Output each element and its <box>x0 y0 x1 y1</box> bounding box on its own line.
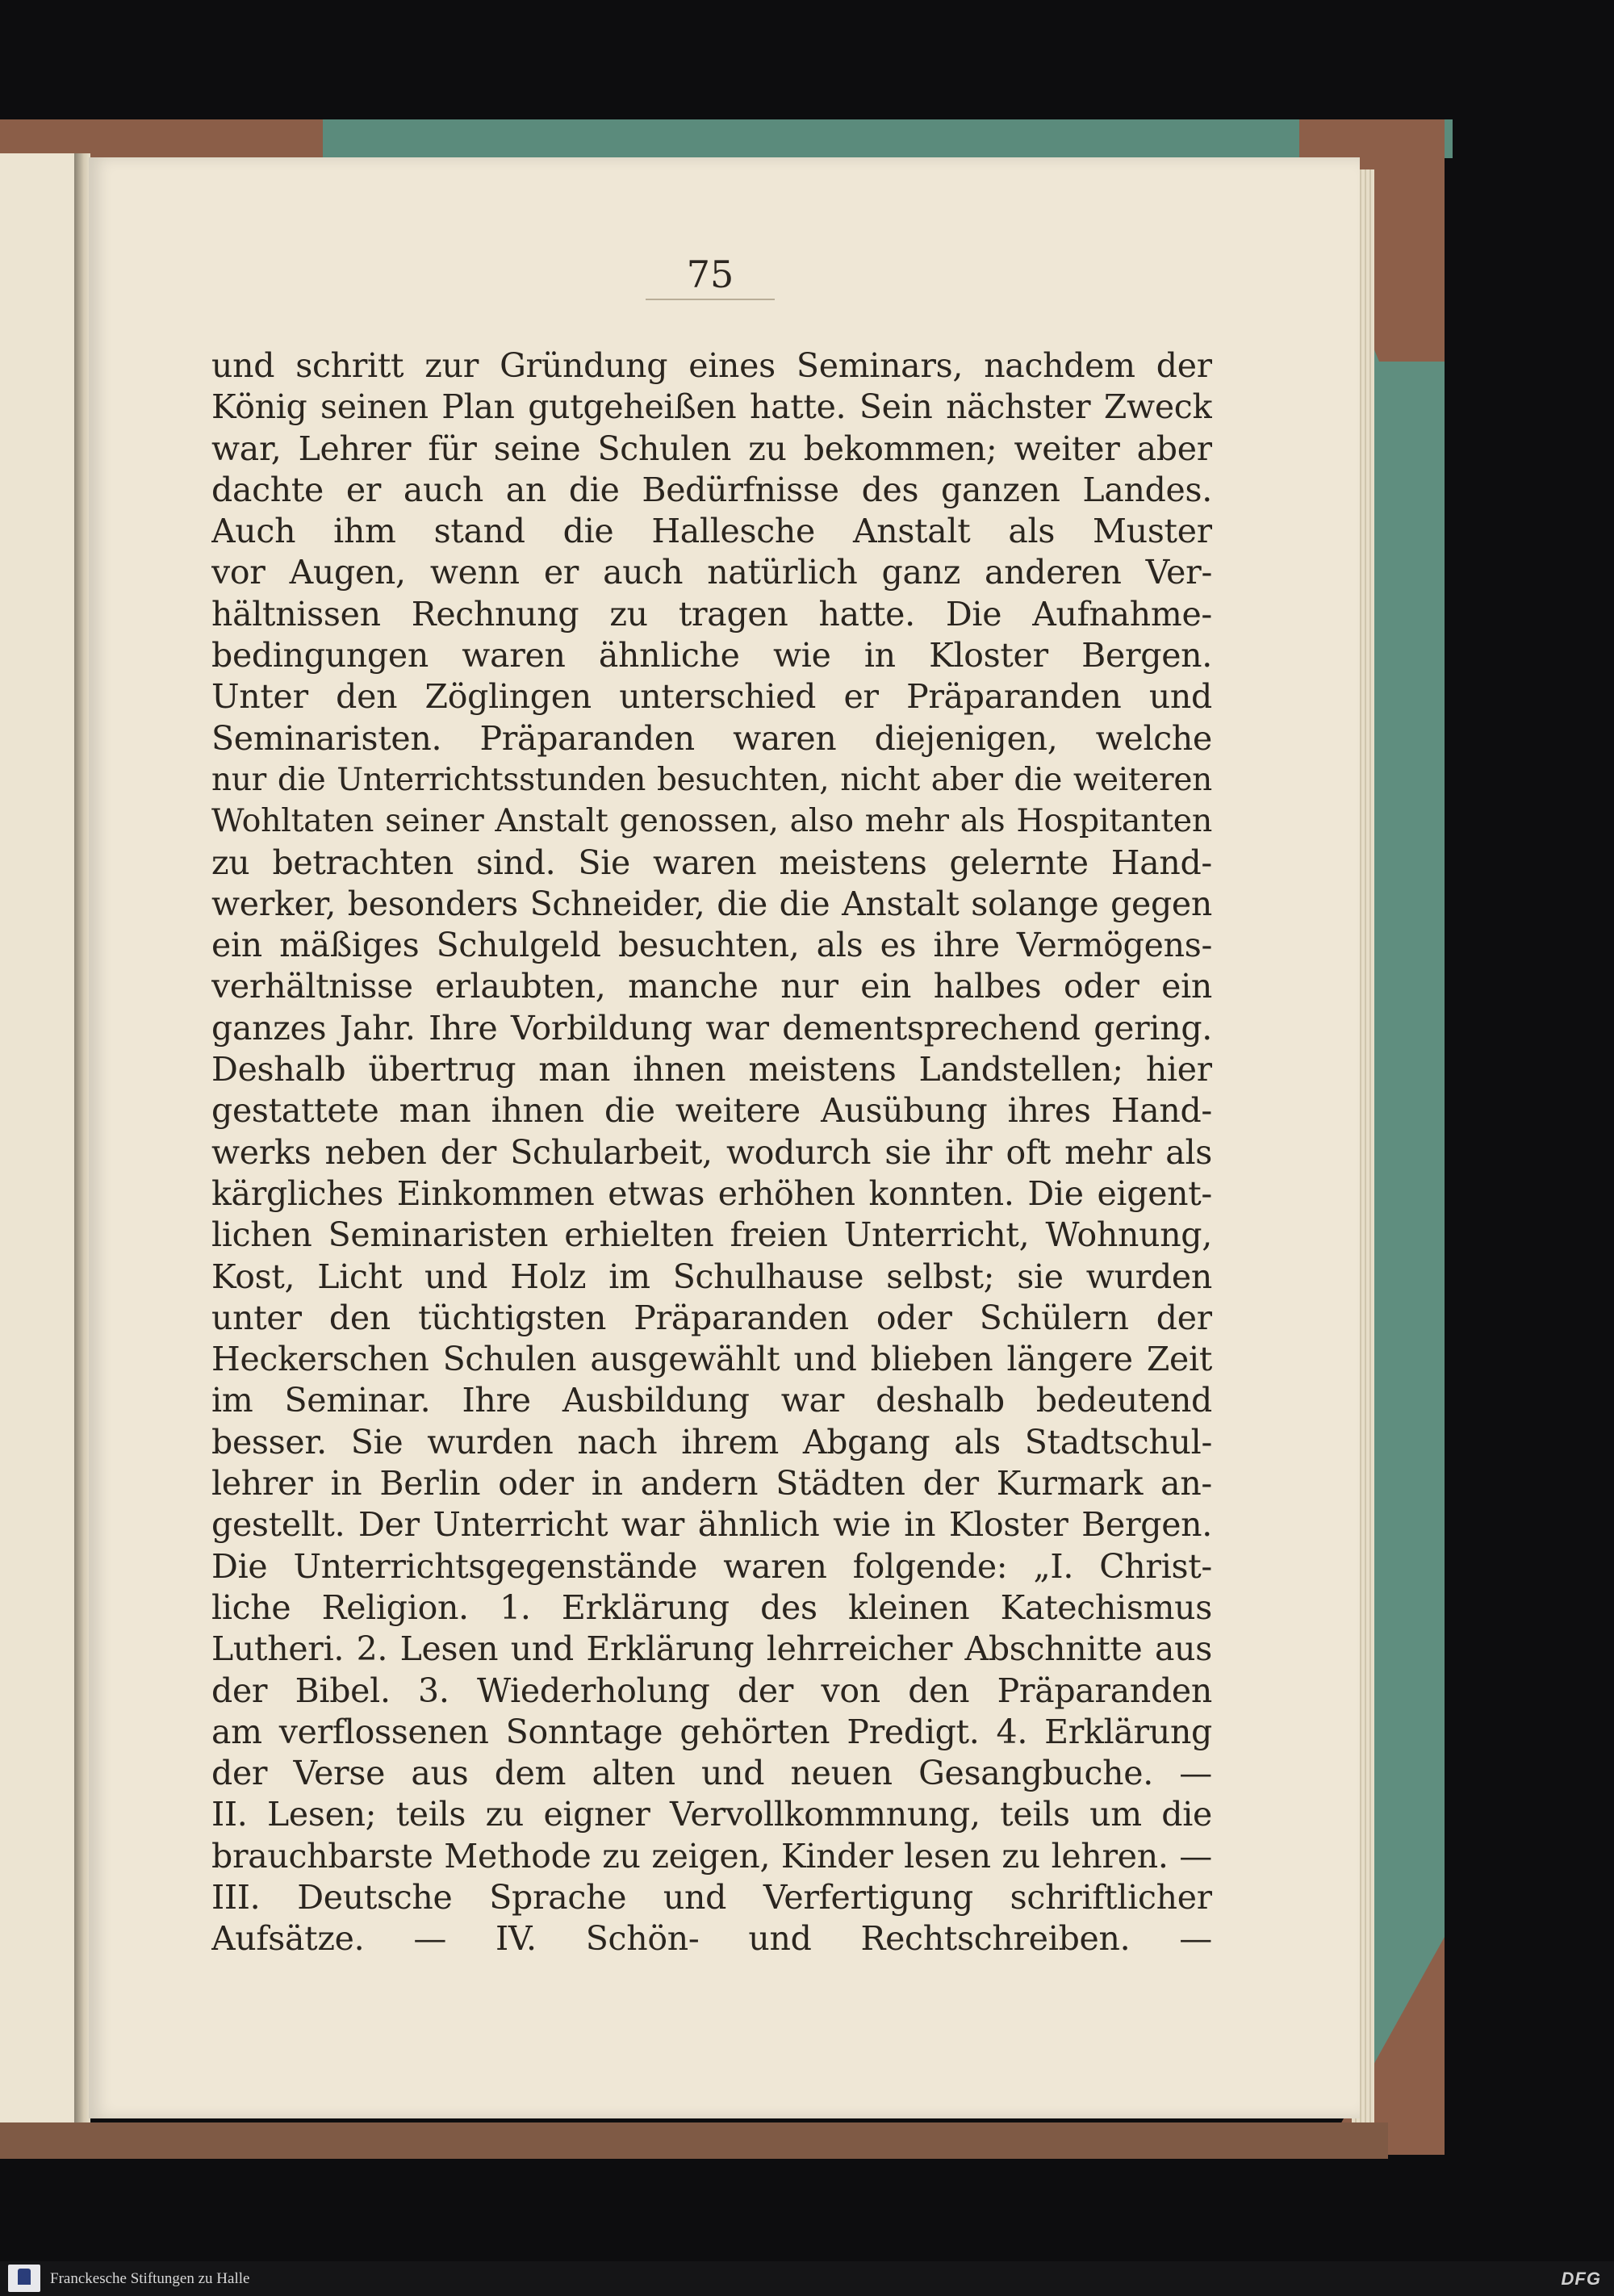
text-line: Aufsätze. — IV. Schön- und Rechtschreiben. — <box>211 1919 1212 1959</box>
book-cover-bottom <box>0 2122 1388 2159</box>
text-line: Wohltaten seiner Anstalt genossen, also mehr als Hospitanten <box>211 802 1212 840</box>
text-line: ein mäßiges Schulgeld besuchten, als es ihre Vermögens- <box>211 926 1212 965</box>
book-cover-right <box>1364 121 1445 2155</box>
text-line: der Verse aus dem alten und neuen Gesangbuche. — <box>211 1754 1212 1793</box>
text-line: werker, besonders Schneider, die die Anstalt solange gegen <box>211 884 1212 923</box>
text-line: lichen Seminaristen erhielten freien Unterricht, Wohnung, <box>211 1215 1212 1255</box>
page-text <box>211 345 1212 1960</box>
text-line: nur die Unterrichtsstunden besuchten, nicht aber die weiteren <box>211 761 1212 798</box>
text-line: ganzes Jahr. Ihre Vorbildung war dementsprechend gering. <box>211 1008 1212 1048</box>
text-line: kärgliches Einkommen etwas erhöhen konnten. Die eigent- <box>211 1173 1212 1213</box>
text-line: war, Lehrer für seine Schulen zu bekommen; weiter aber <box>211 429 1212 468</box>
institution-name[interactable]: Franckesche Stiftungen zu Halle <box>50 2270 250 2287</box>
text-line: hältnissen Rechnung zu tragen hatte. Die Aufnahme- <box>211 594 1212 634</box>
institution-logo-icon <box>8 2265 40 2292</box>
text-line: vor Augen, wenn er auch natürlich ganz anderen Ver- <box>211 553 1212 592</box>
text-line: Kost, Licht und Holz im Schulhause selbst; sie wurden <box>211 1257 1212 1296</box>
text-line: lehrer in Berlin oder in andern Städten der Kurmark an- <box>211 1464 1212 1503</box>
left-page-edge <box>0 153 77 2122</box>
text-line: Deshalb übertrug man ihnen meistens Landstellen; hier <box>211 1050 1212 1089</box>
text-line: brauchbarste Methode zu zeigen, Kinder lesen zu lehren. — <box>211 1836 1212 1876</box>
book-spine-top <box>0 119 323 158</box>
text-line: liche Religion. 1. Erklärung des kleinen Katechismus <box>211 1587 1212 1627</box>
text-line: Lutheri. 2. Lesen und Erklärung lehrreicher Abschnitte aus <box>211 1629 1212 1669</box>
text-line: verhältnisse erlaubten, manche nur ein halbes oder ein <box>211 967 1212 1006</box>
text-line: gestellt. Der Unterricht war ähnlich wie in Kloster Bergen. <box>211 1505 1212 1545</box>
book-gutter <box>74 153 90 2122</box>
text-line: der Bibel. 3. Wiederholung der von den Präparanden <box>211 1671 1212 1710</box>
text-line: dachte er auch an die Bedürfnisse des ganzen Landes. <box>211 470 1212 509</box>
dfg-logo: DFG <box>1561 2269 1601 2289</box>
text-line: am verflossenen Sonntage gehörten Predigt. 4. Erklärung <box>211 1712 1212 1751</box>
text-line: unter den tüchtigsten Präparanden oder Schülern der <box>211 1298 1212 1337</box>
text-line: gestattete man ihnen die weitere Ausübung ihres Hand- <box>211 1091 1212 1131</box>
text-line: besser. Sie wurden nach ihrem Abgang als Stadtschul- <box>211 1422 1212 1462</box>
text-line: und schritt zur Gründung eines Seminars, nachdem der <box>211 346 1212 385</box>
text-line: II. Lesen; teils zu eigner Vervollkommnung, teils um die <box>211 1795 1212 1834</box>
text-line: König seinen Plan gutgeheißen hatte. Sein nächster Zweck <box>211 387 1212 427</box>
text-line: III. Deutsche Sprache und Verfertigung schriftlicher <box>211 1877 1212 1917</box>
text-line: Auch ihm stand die Hallesche Anstalt als Muster <box>211 512 1212 551</box>
text-line: Die Unterrichtsgegenstände waren folgende: „I. Christ- <box>211 1546 1212 1586</box>
viewer-footer <box>0 2261 1614 2296</box>
text-line: bedingungen waren ähnliche wie in Kloster Bergen. <box>211 636 1212 675</box>
text-line: Seminaristen. Präparanden waren diejenigen, welche <box>211 718 1212 758</box>
text-line: im Seminar. Ihre Ausbildung war deshalb bedeutend <box>211 1381 1212 1420</box>
text-line: zu betrachten sind. Sie waren meistens gelernte Hand- <box>211 843 1212 882</box>
text-line: Unter den Zöglingen unterschied er Präparanden und <box>211 677 1212 717</box>
page-number: 75 <box>646 250 775 300</box>
text-line: Heckerschen Schulen ausgewählt und blieben längere Zeit <box>211 1340 1212 1379</box>
text-line: werks neben der Schularbeit, wodurch sie ihr oft mehr als <box>211 1132 1212 1172</box>
